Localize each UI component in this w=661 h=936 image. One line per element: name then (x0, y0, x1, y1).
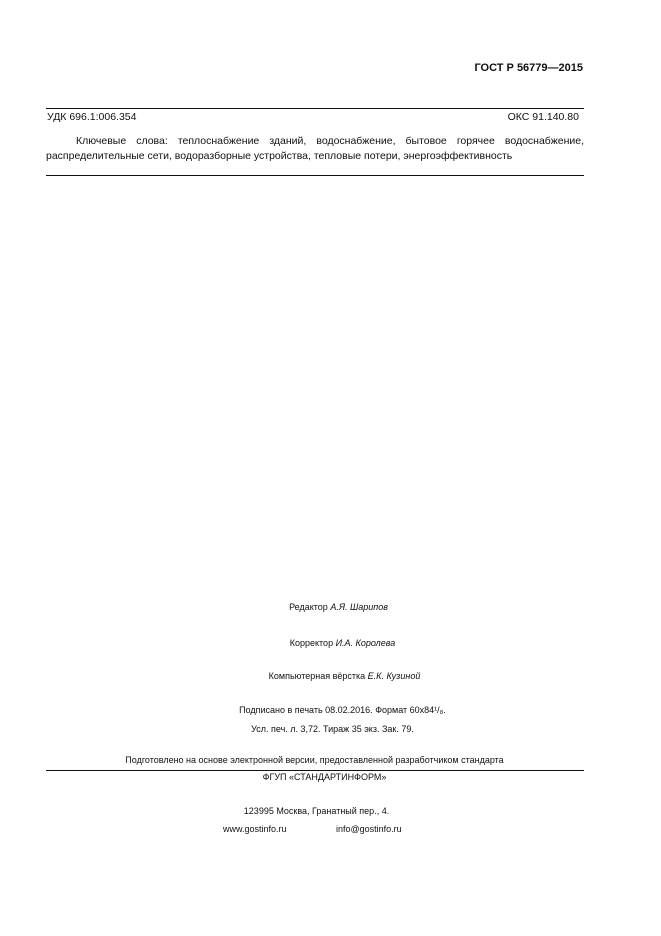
editor-name: А.Я. Шарипов (330, 602, 388, 612)
keywords-paragraph: Ключевые слова: теплоснабжение зданий, водоснабжение, бытовое горячее водоснабжение, распределительные сети, водоразборные устройства, тепловые потери, энергоэффективность (46, 135, 584, 162)
organization-name: ФГУП «СТАНДАРТИНФОРМ» (262, 772, 387, 782)
layout-line (14, 671, 661, 681)
editor-label: Редактор (289, 602, 328, 612)
standard-code: ГОСТ Р 56779—2015 (474, 62, 583, 74)
print-info-line: Усл. печ. л. 3,72. Тираж 35 экз. Зак. 79. (251, 724, 414, 734)
bottom-divider (46, 175, 584, 176)
corrector-line (12, 638, 661, 648)
email-link[interactable]: info@gostinfo.ru (336, 824, 402, 834)
oks-code: ОКС 91.140.80 (507, 111, 579, 123)
address-line: 123995 Москва, Гранатный пер., 4. (243, 806, 390, 816)
corrector-name: И.А. Королева (335, 638, 396, 648)
footer-divider (46, 770, 584, 771)
prepared-line: Подготовлено на основе электронной версии, предоставленной разработчиком стандарта (125, 755, 504, 765)
editor-line (8, 602, 661, 612)
top-divider (46, 108, 584, 109)
signed-line: Подписано в печать 08.02.2016. Формат 60x84¹/₈. (239, 705, 446, 715)
layout-name: Е.К. Кузиной (367, 671, 421, 681)
website-link[interactable]: www.gostinfo.ru (223, 824, 287, 834)
corrector-label: Корректор (289, 638, 334, 648)
udk-code: УДК 696.1:006.354 (47, 111, 137, 123)
layout-label: Компьютерная вёрстка (268, 671, 366, 681)
